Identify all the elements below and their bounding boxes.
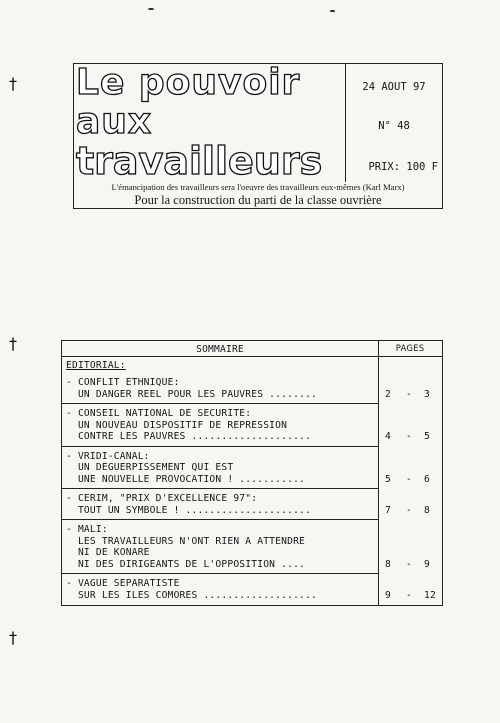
toc-entry-line: - VAGUE SEPARATISTE <box>66 578 180 589</box>
punch-hole-mark: † <box>9 628 17 647</box>
newspaper-title-line-1: Le pouvoir <box>76 62 301 103</box>
toc-entry <box>66 524 376 570</box>
toc-page-end: 3 <box>424 388 430 400</box>
toc-entry-line: - CONFLIT ETHNIQUE: <box>66 377 180 388</box>
toc-separator <box>62 446 378 447</box>
toc-heading: SOMMAIRE <box>196 344 244 355</box>
toc-entry-line: UN DEGUERPISSEMENT QUI EST <box>66 462 234 473</box>
toc-page-start: 5 <box>385 473 391 485</box>
toc-editorial-label: EDITORIAL: <box>66 360 126 371</box>
toc-entry-line: UNE NOUVELLE PROVOCATION ! ........... <box>66 473 306 485</box>
scan-speck <box>330 10 335 12</box>
toc-entry-line: NI DE KONARE <box>66 547 150 558</box>
masthead-subtitle: Pour la construction du parti de la classe ouvrière <box>134 193 382 207</box>
toc-page-dash: - <box>406 473 412 485</box>
newspaper-title-line-2: aux <box>76 101 153 142</box>
punch-hole-mark: † <box>9 334 17 353</box>
toc-pages-column-divider <box>378 341 379 605</box>
toc-entry-line: CONTRE LES PAUVRES .................... <box>66 431 312 442</box>
title-box <box>74 64 346 182</box>
toc-entry <box>66 377 376 400</box>
toc-page-end: 6 <box>424 473 430 485</box>
toc-separator <box>62 519 378 520</box>
toc-page-dash: - <box>406 558 412 570</box>
toc-page-end: 9 <box>424 558 430 570</box>
toc-entry-line: TOUT UN SYMBOLE ! ..................... <box>66 504 312 516</box>
issue-date: 24 AOUT 97 <box>362 81 426 93</box>
table-of-contents <box>61 340 443 606</box>
toc-page-start: 8 <box>385 558 391 570</box>
toc-header <box>62 341 442 357</box>
toc-page-dash: - <box>406 504 412 516</box>
toc-page-dash: - <box>406 589 412 601</box>
toc-page-dash: - <box>406 388 412 400</box>
toc-entry-line: NI DES DIRIGEANTS DE L'OPPOSITION .... <box>66 558 306 570</box>
toc-entry-line: UN NOUVEAU DISPOSITIF DE REPRESSION <box>66 419 288 431</box>
issue-number: N° 48 <box>378 120 410 132</box>
toc-pages-heading: PAGES <box>395 344 425 354</box>
toc-page-start: 4 <box>385 431 391 442</box>
toc-entry-line: LES TRAVAILLEURS N'ONT RIEN A ATTENDRE <box>66 535 306 547</box>
toc-entry <box>66 493 376 516</box>
masthead <box>73 63 443 209</box>
toc-page-end: 8 <box>424 504 430 516</box>
toc-separator <box>62 488 378 489</box>
toc-entry-line: UN DANGER REEL POUR LES PAUVRES ........ <box>66 388 317 400</box>
toc-page-start: 2 <box>385 388 391 400</box>
toc-page-start: 7 <box>385 504 391 516</box>
toc-entry <box>66 451 376 486</box>
toc-entry-line: - CERIM, "PRIX D'EXCELLENCE 97": <box>66 493 258 504</box>
newspaper-title-line-3: travailleurs <box>76 139 323 183</box>
issue-info-box <box>346 64 442 182</box>
toc-page-end: 5 <box>424 431 430 442</box>
toc-entry-line: - CONSEIL NATIONAL DE SECURITE: <box>66 408 252 419</box>
toc-entry-line: SUR LES ILES COMORES ................... <box>66 589 317 601</box>
issue-price: PRIX: 100 F <box>368 161 438 173</box>
scan-speck <box>148 8 154 10</box>
toc-page-start: 9 <box>385 589 391 601</box>
marx-quote-tagline: L'émancipation des travailleurs sera l'oeuvre des travailleurs eux-mêmes (Karl Marx) <box>111 182 405 192</box>
toc-entry-line: - VRIDI-CANAL: <box>66 450 150 462</box>
toc-page-end: 12 <box>424 589 436 601</box>
punch-hole-mark: † <box>9 74 17 93</box>
toc-entry-line: - MALI: <box>66 524 108 535</box>
toc-separator <box>62 573 378 574</box>
toc-separator <box>62 403 378 404</box>
toc-entry <box>66 408 376 443</box>
toc-entry <box>66 578 376 601</box>
toc-page-dash: - <box>406 431 412 442</box>
